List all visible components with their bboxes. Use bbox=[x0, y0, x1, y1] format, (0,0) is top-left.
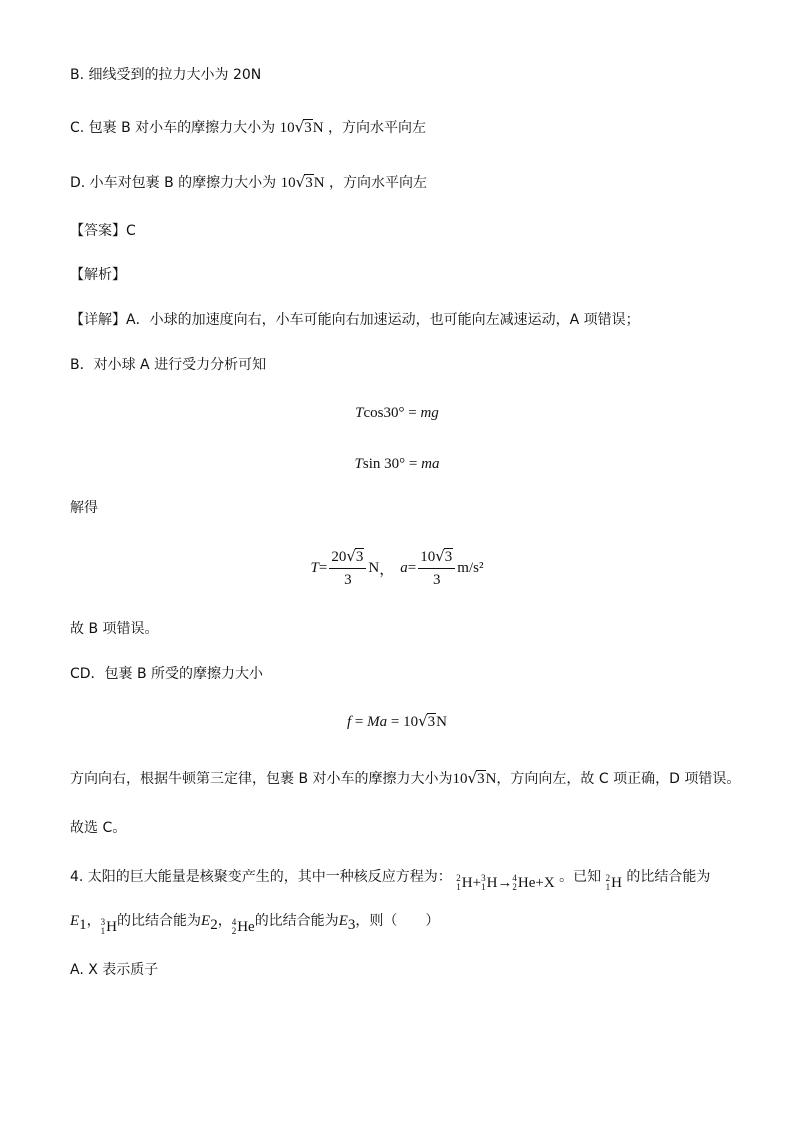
equation-results: T = $\frac{20√3}{3}$ N ， a = $\frac{10√3}{3}$ m/s² bbox=[310, 547, 484, 588]
option-d-suffix: ，方向水平向左 bbox=[329, 175, 427, 191]
direction-conclusion: 方向向右，根据牛顿第三定律，包裹 B 对小车的摩擦力大小为10√3N，方向向左，故 C 项正确，D 项错误。 bbox=[70, 769, 741, 787]
cd-intro: CD．包裹 B 所受的摩擦力大小 bbox=[70, 666, 264, 682]
detail-a: 【详解】A．小球的加速度向右，小车可能向右加速运动，也可能向左减速运动，A 项错误； bbox=[70, 312, 640, 328]
question-4-line2: $E_1$， 3 1 H 的比结合能为$E_2$， 4 2 He 的比结合能为$E_3$，则（ ） bbox=[70, 913, 440, 936]
option-b: B. 细线受到的拉力大小为 20N bbox=[70, 67, 262, 83]
b-wrong: 故 B 项错误。 bbox=[70, 621, 159, 637]
answer-label: 【答案】C bbox=[70, 223, 136, 239]
option-d bbox=[70, 172, 427, 193]
equation-friction: f = Ma = 10√3N bbox=[346, 712, 447, 730]
option-c-prefix: C. 包裹 B 对小车的摩擦力大小为 bbox=[70, 120, 276, 136]
equation-sin: Tsin 30° = ma bbox=[354, 456, 440, 472]
question-4-line1: 4. 太阳的巨大能量是核聚变产生的，其中一种核反应方程为： 2 1 H + 3 1 H → 4 2 He +X 。已知 2 1 H 的比结合能为 bbox=[70, 869, 711, 892]
solve-label: 解得 bbox=[70, 500, 98, 516]
nuclear-reaction: 2 1 H + 3 1 H → 4 2 He +X bbox=[456, 873, 555, 892]
analysis-heading: 【解析】 bbox=[70, 267, 126, 283]
option-c-value: 10√3N bbox=[279, 118, 324, 136]
detail-b-intro: B．对小球 A 进行受力分析可知 bbox=[70, 357, 267, 373]
option-c bbox=[70, 117, 426, 138]
option-d-prefix: D. 小车对包裹 B 的摩擦力大小为 bbox=[70, 175, 277, 191]
option-c-suffix: ，方向水平向左 bbox=[328, 120, 426, 136]
option-a-q4: A. X 表示质子 bbox=[70, 962, 159, 978]
option-d-value: 10√3N bbox=[280, 173, 325, 191]
equation-cos: Tcos30° = mg bbox=[355, 405, 439, 421]
choose-answer: 故选 C。 bbox=[70, 820, 127, 836]
